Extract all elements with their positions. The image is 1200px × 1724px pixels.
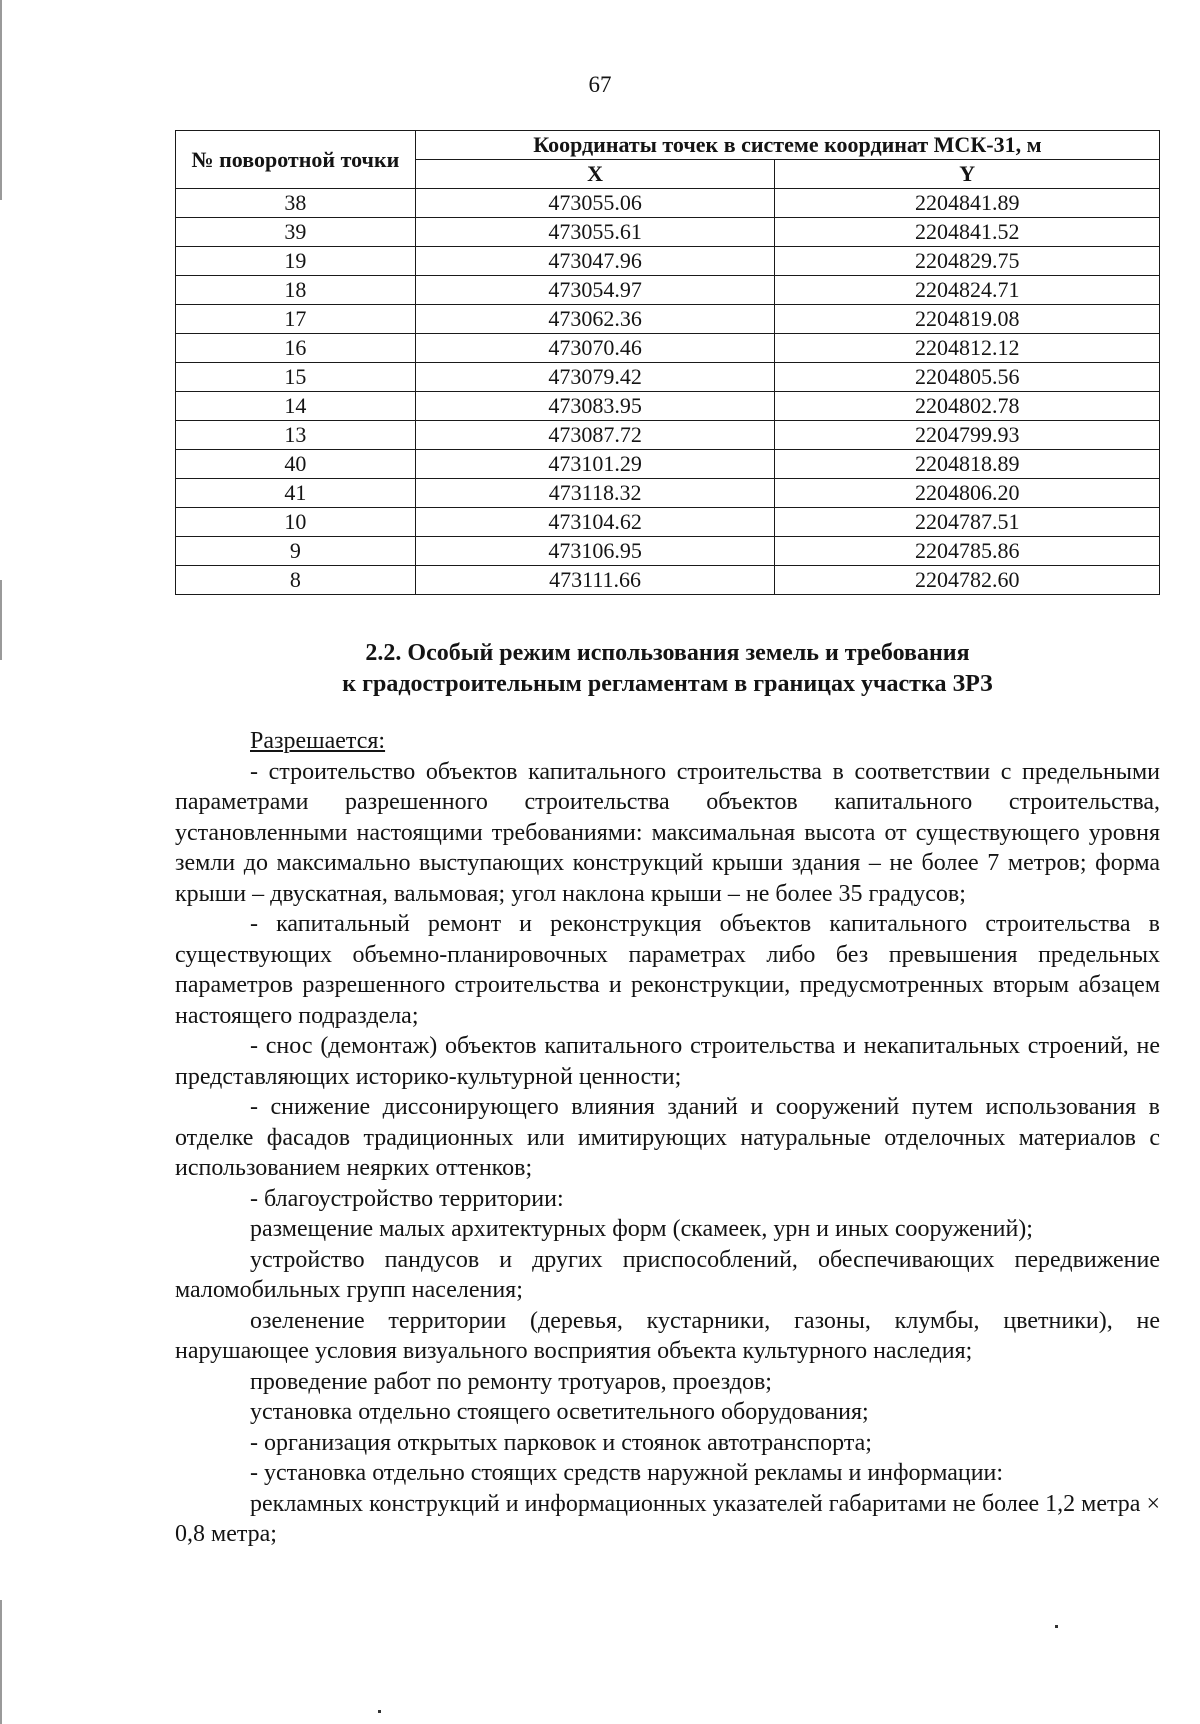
table-row: [176, 334, 1160, 363]
table-row: [176, 479, 1160, 508]
table-row: [176, 218, 1160, 247]
point-cell: 39: [176, 218, 416, 247]
coordinates-table: [175, 130, 1160, 595]
x-cell: 473118.32: [415, 479, 775, 508]
x-cell: 473070.46: [415, 334, 775, 363]
point-cell: 40: [176, 450, 416, 479]
x-cell: 473062.36: [415, 305, 775, 334]
scan-speck: [378, 1710, 381, 1713]
header-coordinates: Координаты точек в системе координат МСК-31, м: [415, 131, 1159, 160]
point-cell: 19: [176, 247, 416, 276]
x-cell: 473079.42: [415, 363, 775, 392]
scan-speck: [1055, 1625, 1058, 1628]
table-row: [176, 363, 1160, 392]
page-number: 67: [588, 72, 612, 97]
table-row: [176, 392, 1160, 421]
y-cell: 2204824.71: [775, 276, 1160, 305]
header-x: X: [415, 160, 775, 189]
x-cell: 473111.66: [415, 566, 775, 595]
point-cell: 16: [176, 334, 416, 363]
point-cell: 18: [176, 276, 416, 305]
paragraph: - снижение диссонирующего влияния зданий и сооружений путем использования в отделке фасадов традиционных или имитирующих натуральные отделочных материалов с использованием неярких оттенков;: [175, 1094, 1160, 1181]
point-cell: 15: [176, 363, 416, 392]
x-cell: 473106.95: [415, 537, 775, 566]
section-title-line: 2.2. Особый режим использования земель и требования: [365, 640, 970, 666]
x-cell: 473047.96: [415, 247, 775, 276]
permitted-label: Разрешается:: [250, 728, 386, 754]
point-cell: 10: [176, 508, 416, 537]
y-cell: 2204787.51: [775, 508, 1160, 537]
paragraph: - благоустройство территории:: [250, 1185, 564, 1212]
x-cell: 473054.97: [415, 276, 775, 305]
paragraph: - снос (демонтаж) объектов капитального строительства и некапитальных строений, не представляющих историко-культурной ценности;: [175, 1033, 1160, 1090]
x-cell: 473101.29: [415, 450, 775, 479]
point-cell: 14: [176, 392, 416, 421]
section-title-line: к градостроительным регламентам в границах участка ЗРЗ: [342, 671, 993, 697]
scan-edge-line: [0, 1600, 2, 1724]
y-cell: 2204806.20: [775, 479, 1160, 508]
y-cell: 2204841.89: [775, 189, 1160, 218]
scan-edge-line: [0, 0, 2, 200]
table-row: [176, 276, 1160, 305]
x-cell: 473055.61: [415, 218, 775, 247]
point-cell: 41: [176, 479, 416, 508]
y-cell: 2204782.60: [775, 566, 1160, 595]
y-cell: 2204799.93: [775, 421, 1160, 450]
paragraph: проведение работ по ремонту тротуаров, проездов;: [250, 1368, 772, 1395]
section-body: [175, 726, 1160, 1550]
table-row: [176, 566, 1160, 595]
paragraph: - организация открытых парковок и стоянок автотранспорта;: [250, 1429, 872, 1456]
table-row: [176, 537, 1160, 566]
y-cell: 2204819.08: [775, 305, 1160, 334]
table-row: [176, 305, 1160, 334]
point-cell: 13: [176, 421, 416, 450]
x-cell: 473104.62: [415, 508, 775, 537]
paragraph: - установка отдельно стоящих средств наружной рекламы и информации:: [250, 1460, 1004, 1486]
paragraph: - строительство объектов капитального строительства в соответствии с предельными параметрами разрешенного строительства объектов капитального строительства, установленными настоящими требованиями: максимальная высота от существующего уровня земли до максимально выступающих конструкций крыши здания – не более 7 метров; форма крыши – двускатная, вальмовая; угол наклона крыши – не более 35 градусов;: [175, 758, 1160, 907]
point-cell: 9: [176, 537, 416, 566]
y-cell: 2204802.78: [775, 392, 1160, 421]
table-row: [176, 189, 1160, 218]
permitted-heading: [175, 726, 1160, 757]
y-cell: 2204818.89: [775, 450, 1160, 479]
y-cell: 2204812.12: [775, 334, 1160, 363]
y-cell: 2204841.52: [775, 218, 1160, 247]
section-title: [175, 638, 1160, 700]
point-cell: 38: [176, 189, 416, 218]
paragraph: озеленение территории (деревья, кустарники, газоны, клумбы, цветники), не нарушающее условия визуального восприятия объекта культурного наследия;: [175, 1307, 1160, 1364]
paragraph: размещение малых архитектурных форм (скамеек, урн и иных сооружений);: [250, 1216, 1033, 1242]
paragraph: - капитальный ремонт и реконструкция объектов капитального строительства в существующих объемно-планировочных параметрах либо без превышения предельных параметров разрешенного строительства и реконструкции, предусмотренных вторым абзацем настоящего подраздела;: [175, 911, 1160, 1029]
y-cell: 2204785.86: [775, 537, 1160, 566]
y-cell: 2204805.56: [775, 363, 1160, 392]
y-cell: 2204829.75: [775, 247, 1160, 276]
table-row: [176, 508, 1160, 537]
paragraph: рекламных конструкций и информационных указателей габаритами не более 1,2 метра × 0,8 метра;: [175, 1490, 1160, 1547]
point-cell: 17: [176, 305, 416, 334]
paragraph: устройство пандусов и других приспособлений, обеспечивающих передвижение маломобильных групп населения;: [175, 1246, 1160, 1303]
header-point-number: № поворотной точки: [176, 131, 416, 189]
x-cell: 473087.72: [415, 421, 775, 450]
header-y: Y: [775, 160, 1160, 189]
paragraph: установка отдельно стоящего осветительного оборудования;: [250, 1399, 869, 1425]
table-row: [176, 247, 1160, 276]
point-cell: 8: [176, 566, 416, 595]
x-cell: 473083.95: [415, 392, 775, 421]
scan-edge-line: [0, 580, 2, 660]
x-cell: 473055.06: [415, 189, 775, 218]
table-row: [176, 421, 1160, 450]
table-row: [176, 450, 1160, 479]
